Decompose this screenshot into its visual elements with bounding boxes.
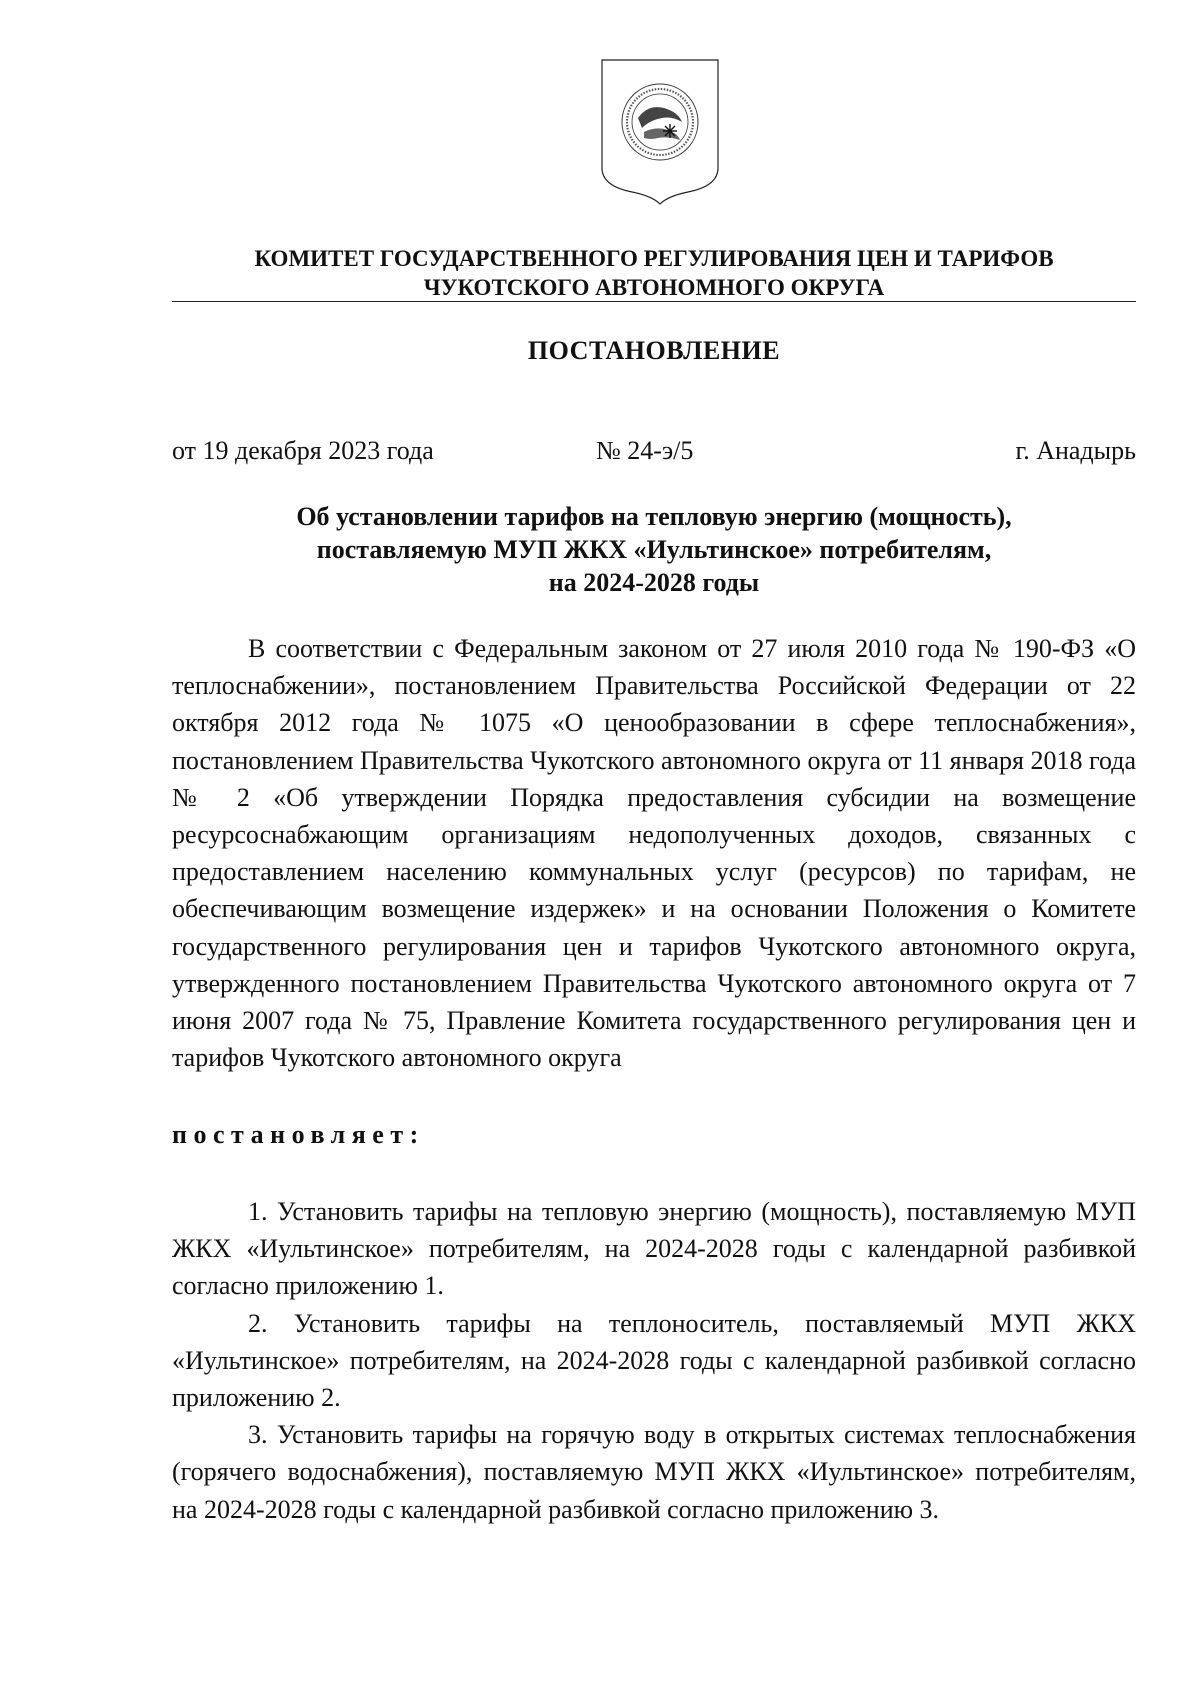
coat-of-arms-icon	[598, 56, 722, 206]
resolution-item-3: 3. Установить тарифы на горячую воду в открытых системах теплоснабжения (горячего водоснабжения), поставляемую МУП ЖКХ «Иультинское» потребителям, на 2024-2028 годы с календарной разбивкой согласно приложению 3.	[172, 1420, 1136, 1524]
subject-line-3: на 2024-2028 годы	[548, 568, 760, 597]
resolution-item-2: 2. Установить тарифы на теплоноситель, поставляемый МУП ЖКХ «Иультинское» потребителям, на 2024-2028 годы с календарной разбивкой согласно приложению 2.	[172, 1308, 1136, 1413]
issuer-header	[172, 244, 1136, 302]
subject-line-2: поставляемую МУП ЖКХ «Иультинское» потребителям,	[316, 535, 992, 564]
document-subject	[172, 500, 1136, 599]
resolution-items	[172, 1193, 1136, 1528]
document-city: г. Анадырь	[1015, 436, 1136, 465]
header-divider	[172, 301, 1136, 302]
document-number: № 24-э/5	[596, 436, 694, 465]
document-meta	[172, 436, 1136, 470]
document-date: от 19 декабря 2023 года	[172, 436, 434, 465]
issuer-line-2: ЧУКОТСКОГО АВТОНОМНОГО ОКРУГА	[423, 275, 885, 300]
document-type: ПОСТАНОВЛЕНИЕ	[527, 336, 781, 365]
subject-line-1: Об установлении тарифов на тепловую энергию (мощность),	[296, 502, 1012, 531]
resolves-heading: постановляет:	[172, 1120, 425, 1149]
preamble-paragraph: В соответствии с Федеральным законом от 27 июля 2010 года № 190-ФЗ «О теплоснабжении», постановлением Правительства Российской Федерации от 22 октября 2012 года № 1075 «О ценообразовании в сфере теплоснабжения», постановлением Правительства Чукотского автономного округа от 11 января 2018 года № 2 «Об утверждении Порядка предоставления субсидии на возмещение ресурсоснабжающим организациям недополученных доходов, связанных с предоставлением населению коммунальных услуг (ресурсов) по тарифам, не обеспечивающим возмещение издержек» и на основании Положения о Комитете государственного регулирования цен и тарифов Чукотского автономного округа, утвержденного постановлением Правительства Чукотского автономного округа от 7 июня 2007 года № 75, Правление Комитета государственного регулирования цен и тарифов Чукотского автономного округа	[172, 634, 1136, 1073]
resolution-item-1: 1. Установить тарифы на тепловую энергию (мощность), поставляемую МУП ЖКХ «Иультинское» потребителям, на 2024-2028 годы с календарной разбивкой согласно приложению 1.	[172, 1197, 1136, 1301]
issuer-line-1: КОМИТЕТ ГОСУДАРСТВЕННОГО РЕГУЛИРОВАНИЯ ЦЕН И ТАРИФОВ	[254, 246, 1054, 271]
